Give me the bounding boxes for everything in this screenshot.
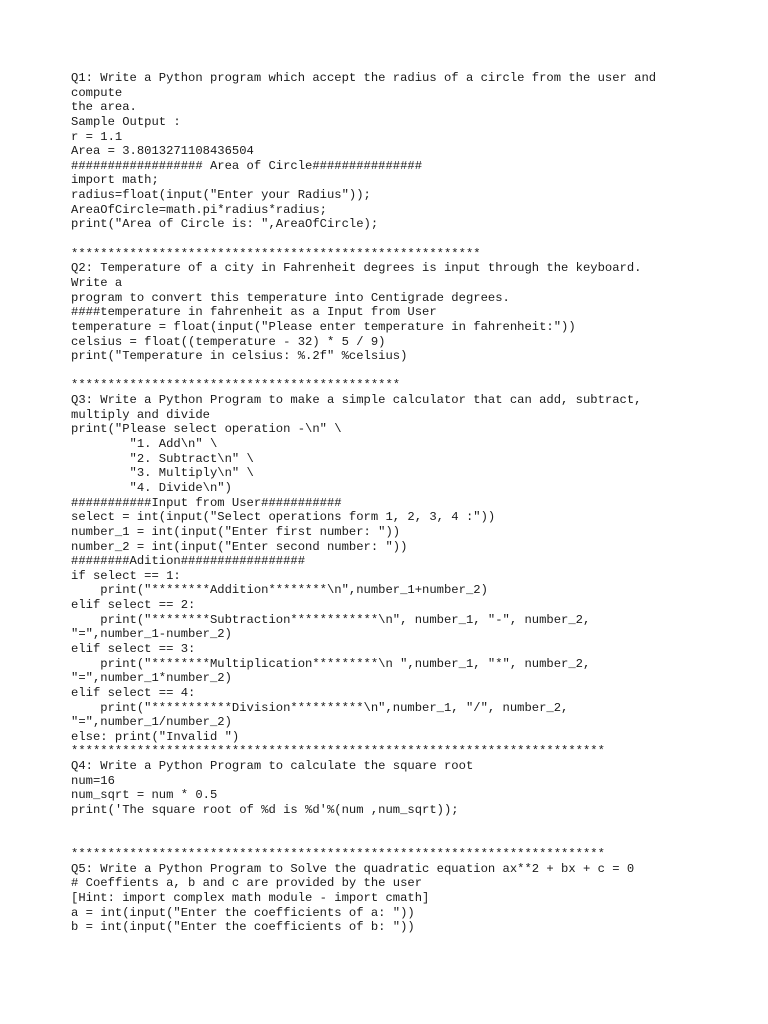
blank-line [71, 364, 751, 379]
document-line: multiply and divide [71, 407, 210, 422]
document-line: Q3: Write a Python Program to make a simple calculator that can add, subtract, [71, 393, 642, 408]
document-line: Write a [71, 275, 123, 290]
document-page [71, 71, 751, 935]
document-line: print('The square root of %d is %d'%(num ,num_sqrt)); [71, 803, 459, 818]
document-line: print("Area of Circle is: ",AreaOfCircle); [71, 217, 379, 232]
document-line: select = int(input("Select operations form 1, 2, 3, 4 :")) [71, 510, 496, 525]
document-line: "2. Subtract\n" \ [71, 451, 254, 466]
document-line: Q1: Write a Python program which accept the radius of a circle from the user and [71, 71, 657, 85]
document-line: "4. Divide\n") [71, 480, 232, 495]
document-line: "3. Multiply\n" \ [71, 466, 254, 481]
document-line: "1. Add\n" \ [71, 437, 218, 452]
document-line: Q4: Write a Python Program to calculate the square root [71, 759, 474, 774]
blank-line [71, 832, 751, 847]
document-line: print("********Subtraction************\n", number_1, "-", number_2, [71, 612, 591, 627]
blank-line [71, 232, 751, 247]
document-line: celsius = float((temperature - 32) * 5 / 9) [71, 334, 386, 349]
document-line: the area. [71, 100, 137, 115]
document-line: elif select == 3: [71, 641, 196, 656]
document-line: ################## Area of Circle############### [71, 158, 423, 173]
document-line: compute [71, 85, 123, 100]
document-line: Area = 3.8013271108436504 [71, 144, 254, 159]
document-line: num=16 [71, 773, 115, 788]
document-line: ********************************************* [71, 378, 401, 393]
document-line: print("Please select operation -\n" \ [71, 422, 342, 437]
document-line: num_sqrt = num * 0.5 [71, 788, 218, 803]
document-line: program to convert this temperature into Centigrade degrees. [71, 290, 510, 305]
document-line: print("********Multiplication*********\n ",number_1, "*", number_2, [71, 656, 591, 671]
document-line: "=",number_1-number_2) [71, 627, 232, 642]
document-line: # Coeffients a, b and c are provided by the user [71, 876, 423, 891]
document-line: ########Adition################# [71, 554, 306, 569]
document-line: ####temperature in fahrenheit as a Input from User [71, 305, 437, 320]
blank-line [71, 818, 751, 833]
document-line: import math; [71, 173, 159, 188]
document-line: number_2 = int(input("Enter second number: ")) [71, 539, 408, 554]
document-line: ************************************************************************* [71, 744, 605, 759]
document-line: "=",number_1*number_2) [71, 671, 232, 686]
document-line: Q2: Temperature of a city in Fahrenheit degrees is input through the keyboard. [71, 261, 642, 276]
document-line: [Hint: import complex math module - import cmath] [71, 890, 430, 905]
document-line: elif select == 2: [71, 598, 196, 613]
document-line: Q5: Write a Python Program to Solve the quadratic equation ax**2 + bx + c = 0 [71, 861, 635, 876]
document-line: if select == 1: [71, 568, 181, 583]
document-line: r = 1.1 [71, 129, 123, 144]
document-line: print("***********Division**********\n",number_1, "/", number_2, [71, 700, 569, 715]
document-line: number_1 = int(input("Enter first number: ")) [71, 524, 401, 539]
document-line: Sample Output : [71, 114, 181, 129]
document-line: print("********Addition********\n",number_1+number_2) [71, 583, 488, 598]
document-line: ******************************************************** [71, 246, 481, 261]
document-line: ************************************************************************* [71, 846, 605, 861]
document-line: radius=float(input("Enter your Radius")); [71, 188, 371, 203]
document-line: AreaOfCircle=math.pi*radius*radius; [71, 202, 327, 217]
document-line: elif select == 4: [71, 685, 196, 700]
document-line: b = int(input("Enter the coefficients of b: ")) [71, 920, 415, 935]
document-line: "=",number_1/number_2) [71, 715, 232, 730]
document-line: ###########Input from User########### [71, 495, 342, 510]
document-line: a = int(input("Enter the coefficients of a: ")) [71, 905, 415, 920]
document-line: print("Temperature in celsius: %.2f" %celsius) [71, 349, 408, 364]
document-line: temperature = float(input("Please enter temperature in fahrenheit:")) [71, 319, 576, 334]
document-line: else: print("Invalid ") [71, 729, 240, 744]
